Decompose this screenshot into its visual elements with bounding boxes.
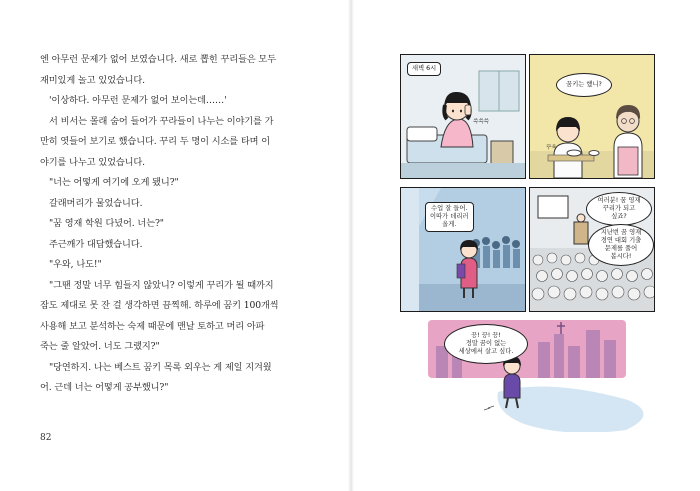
paragraph: 엔 아무런 문제가 없어 보였습니다. 새로 뽑힌 꾸리들은 모두 — [40, 54, 276, 65]
bubble-line: 여러분! 꿈 영재 — [597, 197, 641, 204]
paragraph: 서 비서는 몰래 숨어 들어가 꾸라들이 나누는 이야기를 가 — [49, 115, 274, 127]
paragraph: 어. 근데 너는 어떻게 공부했니?" — [40, 382, 169, 393]
paragraph: '이상하다. 아무런 문제가 없어 보이는데……' — [49, 95, 227, 106]
paragraph: "너는 어떻게 여기에 오게 됐니?" — [49, 177, 179, 188]
mother-caption — [425, 202, 474, 232]
bubble-line: 지난번 꿈 영재 — [600, 229, 642, 236]
caption-line: 수업 잘 들어. — [431, 205, 468, 212]
paragraph: "꿈 영재 학원 다녔어. 너는?" — [49, 218, 164, 229]
paragraph: 재미있게 놀고 있었습니다. — [40, 74, 145, 86]
speech-bubble — [444, 324, 528, 364]
speech-bubble — [586, 192, 652, 226]
time-caption: 새벽 6시 — [407, 62, 441, 76]
rubbing-sound-effect: 쓱쓱쓱 — [473, 119, 489, 125]
comic-panel-academy-dropoff — [400, 187, 526, 312]
paragraph: "우와, 나도!" — [49, 259, 102, 270]
page-number: 82 — [40, 433, 52, 443]
left-page-text — [40, 50, 325, 399]
paragraph: 만히 엿들어 보기로 했습니다. 꾸리 두 명이 시소를 타며 이 — [40, 136, 271, 147]
comic-panel-wakeup — [400, 54, 526, 179]
bubble-line: 꾸리가 되고 — [602, 205, 636, 212]
bubble-line: 봅시다! — [610, 253, 632, 260]
paragraph: 사용해 보고 분석하는 숙제 때문에 맨날 토하고 머리 아파 — [40, 320, 265, 332]
bubble-line: 세상에서 살고 싶다. — [458, 348, 514, 355]
paragraph: 잠도 제대로 못 잔 걸 생각하면 끔찍해. 하루에 꿈키 100개씩 — [40, 300, 279, 311]
comic-panel-night-walk — [428, 320, 660, 432]
speech-bubble: 꿈키는 했니? — [556, 73, 612, 97]
bubble-line: 문제를 풀어 — [604, 245, 638, 252]
chewing-sound-effect: 꾸욱 — [546, 145, 557, 151]
paragraph: 갈래머리가 물었습니다. — [49, 197, 143, 209]
comic-panel-classroom — [529, 187, 655, 312]
paragraph: 야기를 나누고 있었습니다. — [40, 156, 145, 168]
caption-line: 이따가 데리러 — [430, 213, 469, 220]
book-gutter — [348, 0, 354, 491]
paragraph: 주근깨가 대답했습니다. — [49, 238, 143, 250]
bubble-line: 경연 대회 기출 — [600, 237, 642, 244]
paragraph: "그땐 정말 너무 힘들지 않았니? 이렇게 꾸리가 될 때까지 — [49, 279, 274, 291]
paragraph: "당연하지. 나는 베스트 꿈키 목록 외우는 게 제일 지겨웠 — [49, 361, 272, 373]
caption-line: 올게. — [442, 221, 457, 228]
speech-bubble — [588, 224, 654, 266]
comic-panel-breakfast — [529, 54, 655, 179]
bubble-line: 정말 꿈이 없는 — [465, 340, 507, 347]
bubble-line: 끙! 끙! 끙! — [471, 332, 501, 339]
bubble-line: 싶죠? — [611, 213, 627, 220]
paragraph: 죽는 줄 알았어. 너도 그랬지?" — [40, 341, 160, 352]
